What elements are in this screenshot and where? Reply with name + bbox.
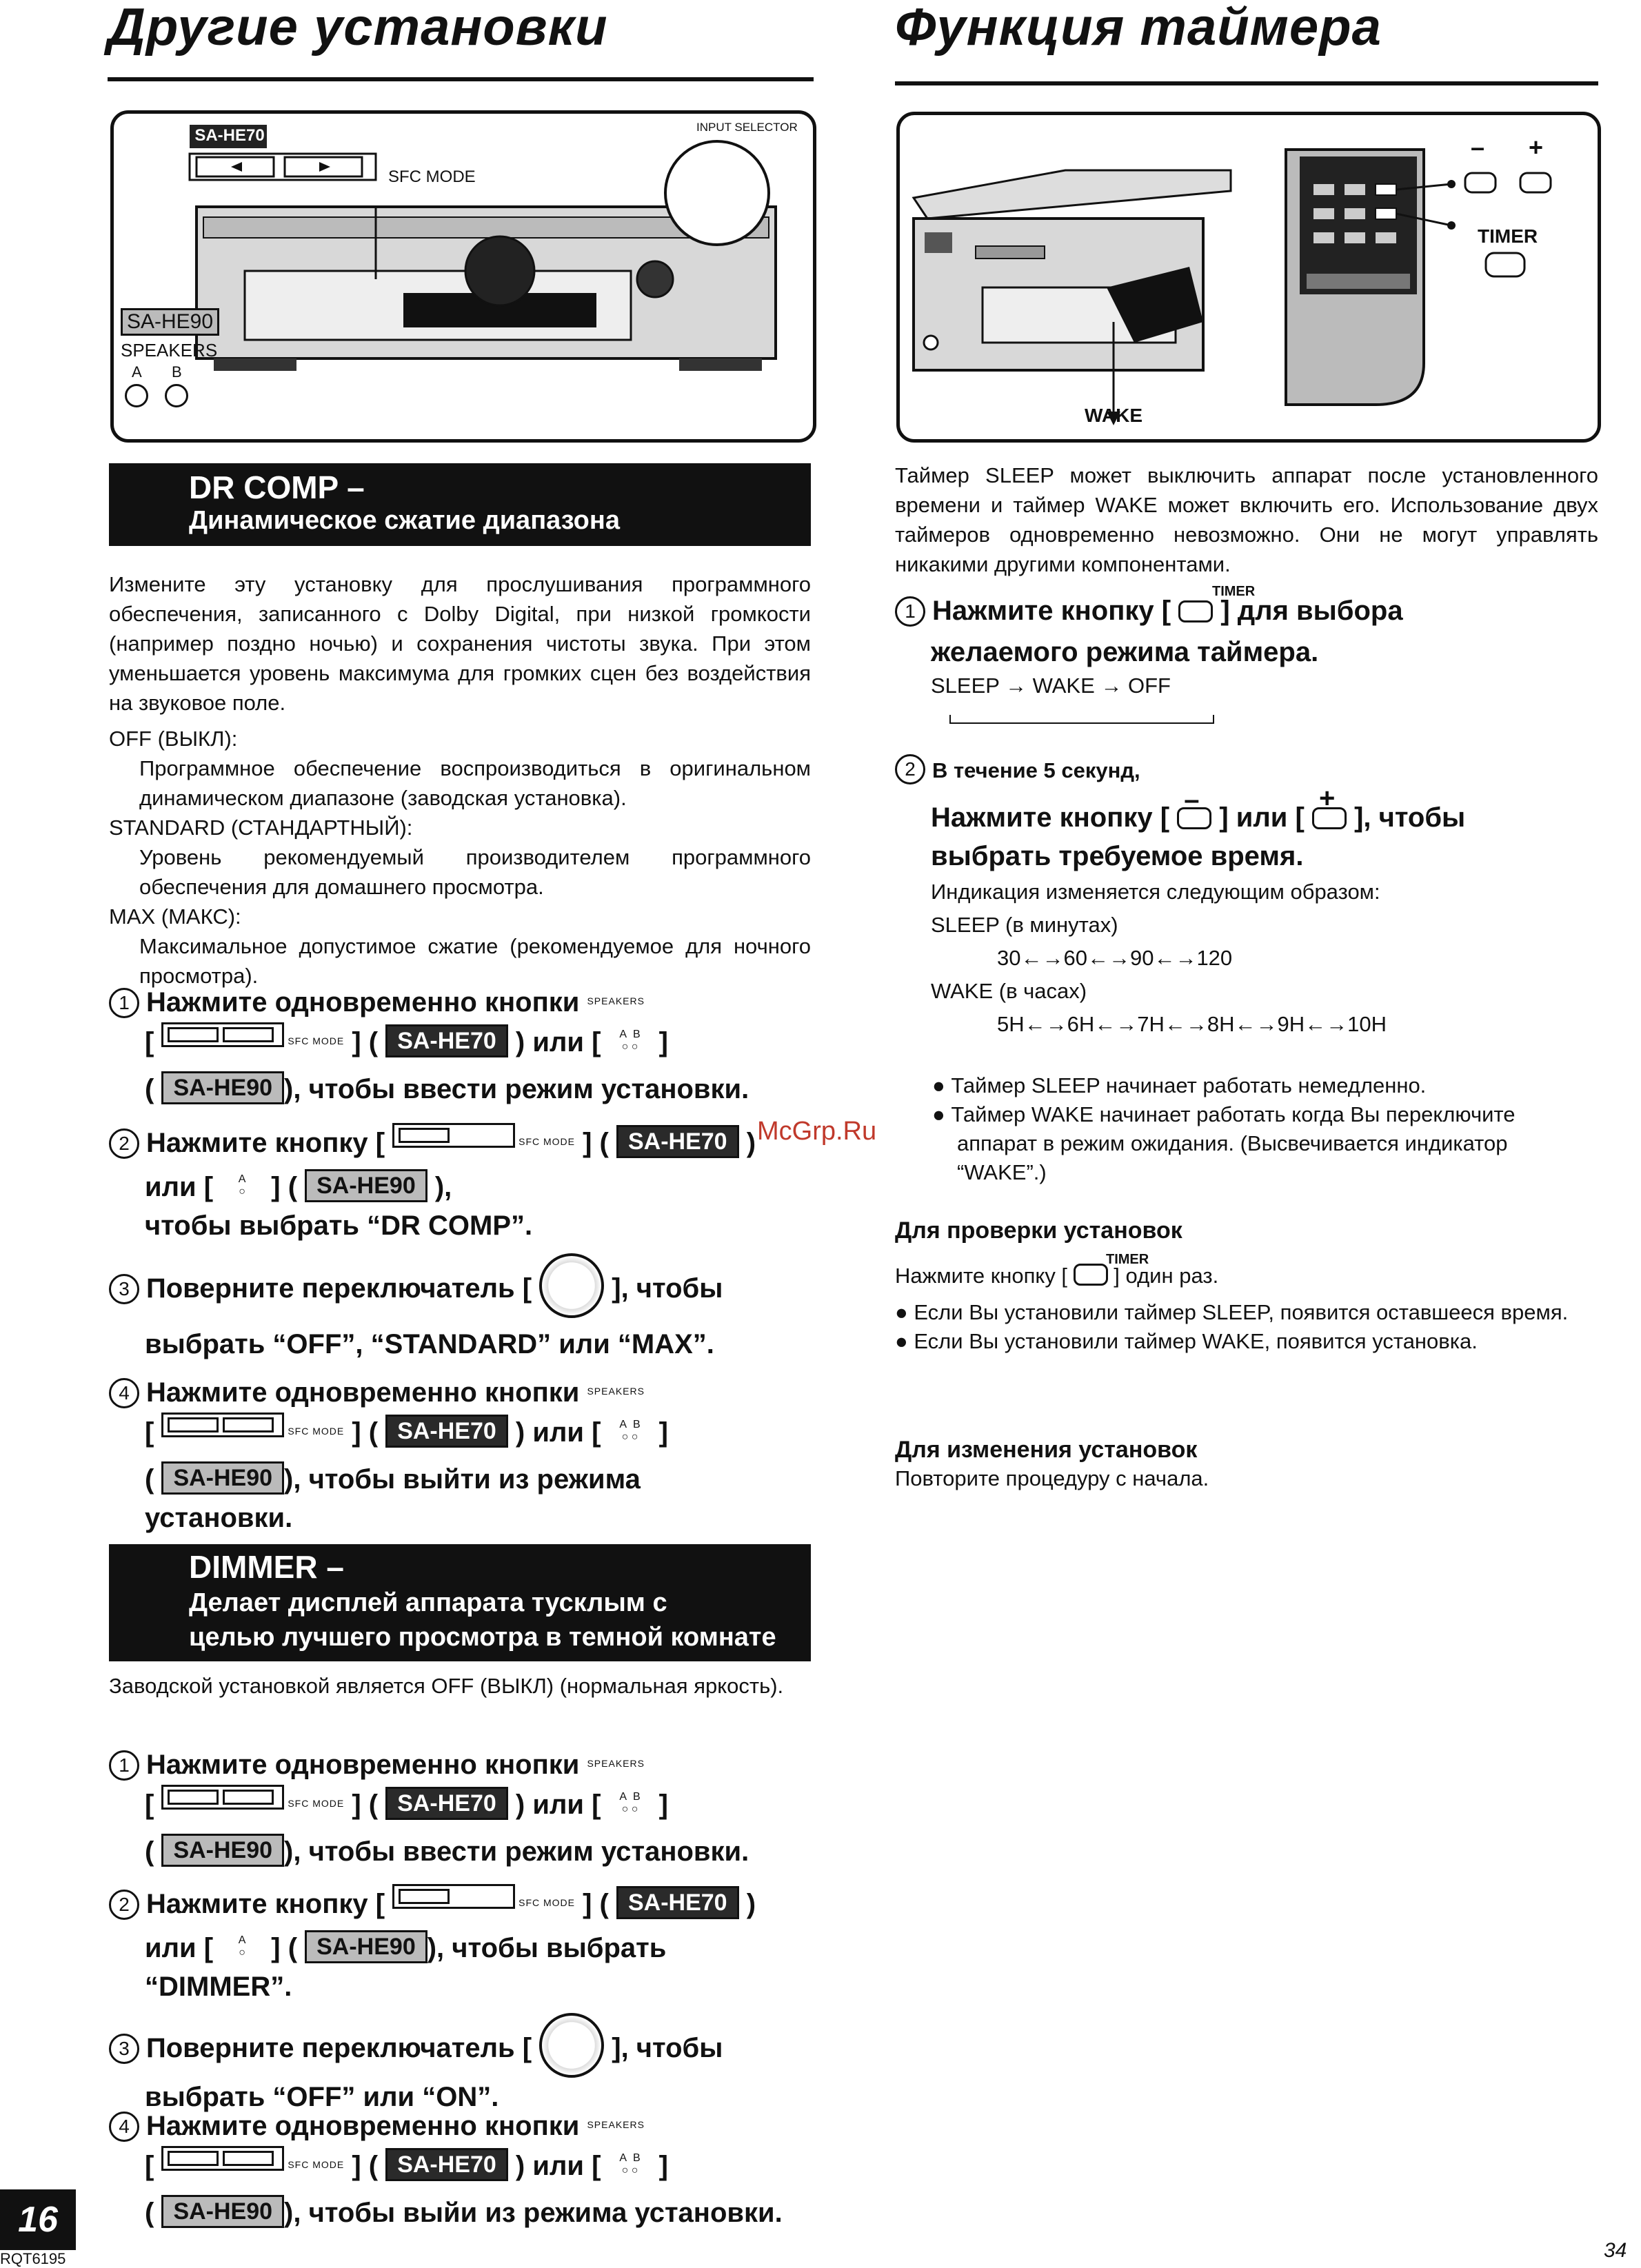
check-heading: Для проверки установок (895, 1217, 1182, 1244)
step-text: Нажмите кнопку [ (931, 802, 1170, 833)
dimmer-step-3: 3 Поверните переключатель [ ], чтобы выбрать “OFF” или “ON”. (109, 2013, 819, 2116)
drcomp-opt1-head: OFF (ВЫКЛ): (109, 727, 238, 751)
step-line2: выбрать “OFF” или “ON”. (145, 2082, 499, 2112)
check-bullet-1: Если Вы установили таймер SLEEP, появится оставшееся время. (914, 1300, 1569, 1324)
step-text: Нажмите кнопку (146, 1889, 368, 1919)
step-tail: ), чтобы ввести режим установки. (284, 1074, 749, 1104)
or-text: или (532, 1790, 584, 1820)
step-number: 4 (109, 1378, 139, 1408)
right-title-rule (895, 81, 1598, 85)
sa-he70-chip: SA-HE70 (385, 2148, 508, 2181)
dimmer-intro (109, 1671, 811, 1701)
left-title-rule (108, 77, 814, 81)
timer-button-icon (1074, 1264, 1108, 1286)
or-text: или (532, 1027, 584, 1057)
step-line2: выбрать требуемое время. (931, 841, 1304, 871)
step-text-tail: ] для выбора (1220, 596, 1403, 626)
sa-he70-chip: SA-HE70 (385, 1415, 508, 1448)
or-text: или (532, 1417, 584, 1448)
timer-sequence: SLEEP → WAKE → OFF (931, 674, 1171, 698)
loop-arrow-icon (938, 713, 1227, 729)
sa-he70-chip: SA-HE70 (385, 1024, 508, 1057)
or-text: или (145, 1172, 197, 1202)
step-text: Нажмите одновременно кнопки (146, 1377, 580, 1408)
input-selector-knob-icon (539, 2013, 604, 2078)
right-page-title: Функция таймера (895, 0, 1382, 57)
drcomp-opt2-head: STANDARD (СТАНДАРТНЫЙ): (109, 816, 413, 840)
sa-he90-chip: SA-HE90 (161, 1071, 284, 1104)
step-number: 3 (109, 1274, 139, 1304)
sa-he70-chip: SA-HE70 (385, 1787, 508, 1820)
step-text: Нажмите кнопку [ (932, 596, 1171, 626)
step-line4: установки. (145, 1503, 293, 1533)
sa-he70-chip: SA-HE70 (616, 1886, 739, 1919)
drcomp-heading-bar (109, 463, 811, 546)
drcomp-step-1: 1 Нажмите одновременно кнопки $^{SPEAKERS}$ [ $^{SFC MODE}$ ] ( SA-HE70 ) или [ A B ○ ○ ] ( SA-HE90 ), чтобы ввести режим установки. (109, 982, 819, 1108)
watermark: McGrp.Ru (757, 1117, 877, 1146)
timer-button-icon (1178, 600, 1213, 622)
dimmer-heading: DIMMER – (189, 1549, 344, 1585)
drcomp-opt2-body: Уровень рекомендуемый производителем программного обеспечения для домашнего просмотра. (139, 845, 811, 899)
timer-mini-label: TIMER (1212, 584, 1256, 599)
drcomp-heading: DR COMP – (189, 469, 365, 505)
speakers-ab-icon: A B ○ ○ (619, 1029, 641, 1053)
drcomp-intro-text: Измените эту установку для прослушивания программного обеспечения, записанного с Dolby Digital, при низкой громкости (например поздно ночью) и сохранения чистоты звука. При этом уменьшается уровень максимума для громких сцен без воздействия на звуковое поле. (109, 572, 811, 715)
dimmer-subheading-1: Делает дисплей аппарата тусклым с (189, 1588, 667, 1617)
step-number: 1 (109, 988, 139, 1018)
dimmer-step-4: 4 Нажмите одновременно кнопки $^{SPEAKERS}$ [ $^{SFC MODE}$ ] ( SA-HE70 ) или [ A B ○ ○ ] ( SA-HE90 ), чтобы выйи из режима установки. (109, 2105, 819, 2232)
speaker-a-button (125, 384, 148, 407)
timer-step-2: 2 В течение 5 секунд, Нажмите кнопку [ – ] или [ + ], чтобы выбрать требуемое время. Индикация изменяется следующим образом: SLEEP (в минутах) 30←→60←→90←→120 WAKE (в часах) 5H←→6H←→7H←→8H←→9H←→10H (895, 751, 1612, 1041)
sa-he90-chip: SA-HE90 (161, 2195, 284, 2228)
step-text: Нажмите одновременно кнопки (146, 2111, 580, 2141)
bullet-2: Таймер WAKE начинает работать когда Вы переключите аппарат в режим ожидания. (Высвечивается индикатор “WAKE”.) (951, 1102, 1516, 1184)
step-text: Нажмите кнопку (146, 1128, 368, 1158)
sa-he90-chip: SA-HE90 (305, 1930, 427, 1963)
dimmer-step-1: 1 Нажмите одновременно кнопки $^{SPEAKERS}$ [ $^{SFC MODE}$ ] ( SA-HE70 ) или [ A B ○ ○ ] ( SA-HE90 ), чтобы ввести режим установки. (109, 1744, 819, 1871)
step-line2: выбрать “OFF”, “STANDARD” или “MAX”. (145, 1329, 714, 1359)
step-text-tail: ], чтобы (612, 2033, 723, 2063)
drcomp-opt3-body: Максимальное допустимое сжатие (рекомендуемое для ночного просмотра). (139, 934, 811, 988)
timer-intro-text: Таймер SLEEP может выключить аппарат после установленного времени и таймер WAKE может включить его. Использование двух таймеров одновременно невозможно. Они не могут управлять никакими другими компонентами. (895, 463, 1598, 576)
sleep-sequence: 30←→60←→90←→120 (997, 946, 1233, 970)
wake-label-text: WAKE (в часах) (931, 979, 1087, 1003)
sa-he90-chip: SA-HE90 (161, 1461, 284, 1495)
step-text: Поверните переключатель (146, 1273, 515, 1304)
speaker-a-icon: A ○ (238, 1934, 246, 1958)
sa-he90-tag: SA-HE90 (121, 308, 219, 336)
dimmer-intro-text: Заводской установкой является OFF (ВЫКЛ) (нормальная яркость). (109, 1674, 784, 1698)
sa-he90-chip: SA-HE90 (305, 1169, 427, 1202)
speaker-a-label: A (132, 363, 142, 381)
speakers-ab-icon: A B ○ ○ (619, 1791, 641, 1815)
timer-mini-label: TIMER (1106, 1252, 1149, 1267)
timer-drawing (900, 115, 1598, 439)
sfc-mode-rocker-icon (161, 1022, 284, 1047)
step-number: 2 (109, 1128, 139, 1159)
sfc-mode-rocker-icon (161, 1785, 284, 1810)
step-text: Нажмите одновременно кнопки (146, 1750, 580, 1780)
step-line3: “DIMMER”. (145, 1972, 292, 2002)
check-bullet-2: Если Вы установили таймер WAKE, появится установка. (914, 1329, 1478, 1353)
step-number: 2 (895, 754, 925, 784)
dimmer-step-2: 2 Нажмите кнопку [ $^{SFC MODE}$ ] ( SA-HE70 ) или [ A ○ ] ( SA-HE90 ), чтобы выбрать “DIMMER”. (109, 1883, 819, 2006)
step-tail: ), чтобы выбрать (427, 1933, 667, 1963)
drcomp-intro (109, 569, 811, 718)
sa-he70-tag: SA-HE70 (194, 126, 265, 145)
timer-illustration (896, 112, 1601, 443)
sfc-mode-left-icon (392, 1123, 515, 1148)
check-line-b: ] один раз. (1114, 1264, 1219, 1288)
wake-sequence: 5H←→6H←→7H←→8H←→9H←→10H (997, 1012, 1387, 1036)
step-number: 3 (109, 2034, 139, 2064)
step-number: 2 (109, 1890, 139, 1920)
timer-label: TIMER (1478, 225, 1538, 247)
dimmer-subheading-2: целью лучшего просмотра в темной комнате (189, 1623, 776, 1652)
or-text: ] или [ (1219, 802, 1305, 833)
left-page-title: Другие установки (108, 0, 608, 57)
right-page-number: 34 (1604, 2239, 1627, 2262)
step-pre: В течение 5 секунд, (932, 758, 1140, 782)
left-page-number: 16 (0, 2189, 76, 2250)
step-line3: чтобы выбрать “DR COMP”. (145, 1211, 533, 1241)
check-section: Для проверки установок TIMER Нажмите кнопку [ ] один раз. ● Если Вы установили таймер SLEEP, появится оставшееся время. ● Если Вы установили таймер WAKE, появится установка. (895, 1217, 1598, 1356)
display-note: Индикация изменяется следующим образом: (931, 880, 1380, 904)
sfc-mode-label: SFC MODE (388, 168, 476, 186)
drcomp-options (109, 724, 811, 991)
change-text: Повторите процедуру с начала. (895, 1466, 1209, 1490)
timer-intro (895, 460, 1598, 579)
sa-he70-chip: SA-HE70 (616, 1125, 739, 1158)
speakers-ab-icon: A B ○ ○ (619, 2152, 641, 2176)
drcomp-subheading: Динамическое сжатие диапазона (189, 506, 620, 535)
wake-label: WAKE (1085, 405, 1142, 426)
speaker-a-icon: A ○ (238, 1173, 246, 1197)
or-text: или (145, 1933, 197, 1963)
receiver-drawing (114, 114, 813, 439)
minus-label: – (1471, 133, 1485, 161)
step-text-tail: ], чтобы (1354, 802, 1466, 833)
drcomp-step-3: 3 Поверните переключатель [ ], чтобы выбрать “OFF”, “STANDARD” или “MAX”. (109, 1253, 819, 1364)
sa-he90-chip: SA-HE90 (161, 1834, 284, 1867)
step-tail: ), чтобы ввести режим установки. (284, 1836, 749, 1867)
sleep-label: SLEEP (в минутах) (931, 913, 1118, 937)
speakers-label: SPEAKERS (121, 340, 218, 361)
step-line2: желаемого режима таймера. (931, 637, 1319, 667)
step-text-tail: ], чтобы (612, 1273, 723, 1304)
step-text: Нажмите одновременно кнопки (146, 987, 580, 1017)
timer-bullets: ● Таймер SLEEP начинает работать немедленно. ● Таймер WAKE начинает работать когда Вы переключите аппарат в режим ожидания. (Высвечивается индикатор “WAKE”.) (932, 1073, 1516, 1184)
plus-label: + (1529, 133, 1544, 161)
drcomp-opt1-body: Программное обеспечение воспроизводиться в оригинальном динамическом диапазоне (заводская установка). (139, 756, 811, 810)
or-text: или (532, 2151, 584, 2181)
dimmer-heading-bar (109, 1544, 811, 1661)
drcomp-step-2: 2 Нажмите кнопку [ $^{SFC MODE}$ ] ( SA-HE70 ) или [ A ○ ] ( SA-HE90 ), чтобы выбрать “DR COMP”. (109, 1122, 819, 1245)
input-selector-knob-icon (539, 1253, 604, 1318)
step-number: 1 (109, 1750, 139, 1781)
sfc-mode-rocker-icon (161, 1413, 284, 1437)
step-text: Поверните переключатель (146, 2033, 515, 2063)
speaker-b-button (165, 384, 188, 407)
drcomp-step-4: 4 Нажмите одновременно кнопки $^{SPEAKERS}$ [ $^{SFC MODE}$ ] ( SA-HE70 ) или [ A B ○ ○ ] ( SA-HE90 ), чтобы выйти из режима установки. (109, 1372, 819, 1537)
speakers-ab-icon: A B ○ ○ (619, 1419, 641, 1443)
change-section (895, 1437, 1598, 1494)
doc-code: RQT6195 (0, 2250, 66, 2267)
step-tail: ), чтобы выйти из режима (284, 1464, 641, 1495)
speaker-b-label: B (172, 363, 182, 381)
receiver-illustration (110, 110, 816, 443)
sfc-mode-left-icon (392, 1884, 515, 1909)
change-heading: Для изменения установок (895, 1437, 1198, 1463)
step-tail: ), чтобы выйи из режима установки. (284, 2198, 783, 2228)
step-number: 1 (895, 596, 925, 627)
timer-step-1 (895, 584, 1612, 739)
check-line-a: Нажмите кнопку [ (895, 1264, 1068, 1288)
bullet-1: Таймер SLEEP начинает работать немедленно. (951, 1073, 1427, 1097)
step-number: 4 (109, 2112, 139, 2142)
input-selector-label: INPUT SELECTOR (696, 121, 798, 134)
drcomp-opt3-head: MAX (МАКС): (109, 904, 241, 929)
sfc-mode-rocker-icon (161, 2146, 284, 2171)
